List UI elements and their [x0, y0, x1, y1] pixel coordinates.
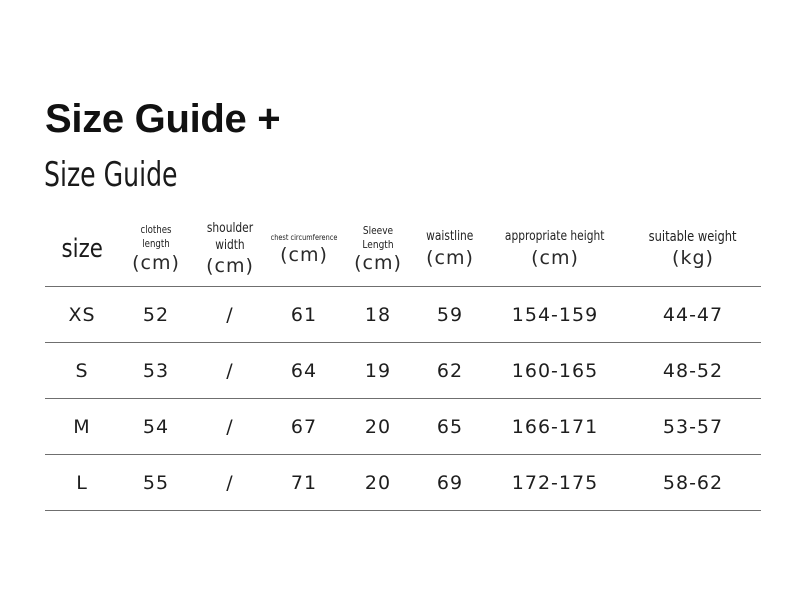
- waistline-cell: 59: [436, 303, 464, 326]
- header-shoulder-width: [193, 212, 267, 286]
- size-cell: S: [75, 359, 89, 382]
- column-name: suitable weight: [649, 228, 737, 245]
- size-cell: M: [73, 415, 91, 438]
- column-name: chest circumference: [270, 232, 338, 242]
- header-clothes-length: [119, 212, 193, 286]
- column-unit: (cm): [354, 252, 402, 275]
- column-unit: (cm): [206, 254, 254, 277]
- height-cell: 154-159: [511, 303, 599, 326]
- chest-cell: 61: [290, 303, 318, 326]
- header-waistline: [415, 212, 485, 286]
- table-row: [45, 399, 761, 455]
- shoulder-width-cell: /: [226, 359, 234, 382]
- size-cell: L: [76, 471, 88, 494]
- sleeve-length-cell: 18: [364, 303, 392, 326]
- waistline-cell: 69: [436, 471, 464, 494]
- waistline-cell: 62: [436, 359, 464, 382]
- column-name: Sleeve Length: [362, 223, 394, 251]
- column-unit: (cm): [280, 243, 328, 266]
- header-size: [45, 212, 119, 286]
- sleeve-length-cell: 19: [364, 359, 392, 382]
- chest-cell: 71: [290, 471, 318, 494]
- height-cell: 166-171: [511, 415, 599, 438]
- height-cell: 160-165: [511, 359, 599, 382]
- column-name: appropriate height: [505, 229, 605, 245]
- waistline-cell: 65: [436, 415, 464, 438]
- table-header-row: [45, 212, 761, 287]
- chest-cell: 64: [290, 359, 318, 382]
- column-unit: (cm): [531, 246, 579, 269]
- clothes-length-cell: 54: [142, 415, 170, 438]
- sleeve-length-cell: 20: [364, 415, 392, 438]
- weight-cell: 44-47: [662, 303, 724, 326]
- clothes-length-cell: 52: [142, 303, 170, 326]
- size-cell: XS: [68, 303, 96, 326]
- table-row: [45, 455, 761, 511]
- size-table: [45, 212, 761, 511]
- shoulder-width-cell: /: [226, 415, 234, 438]
- column-name: clothes length: [140, 224, 172, 250]
- shoulder-width-cell: /: [226, 303, 234, 326]
- column-unit: (cm): [426, 246, 474, 269]
- shoulder-width-cell: /: [226, 471, 234, 494]
- header-suitable-weight: [625, 212, 761, 286]
- table-row: [45, 287, 761, 343]
- header-appropriate-height: [485, 212, 625, 286]
- clothes-length-cell: 53: [142, 359, 170, 382]
- weight-cell: 48-52: [662, 359, 724, 382]
- table-row: [45, 343, 761, 399]
- weight-cell: 53-57: [662, 415, 724, 438]
- column-unit: (kg): [672, 247, 714, 270]
- clothes-length-cell: 55: [142, 471, 170, 494]
- weight-cell: 58-62: [662, 471, 724, 494]
- page-subtitle: Size Guide: [44, 155, 178, 195]
- chest-cell: 67: [290, 415, 318, 438]
- column-name: shoulder width: [206, 221, 254, 253]
- sleeve-length-cell: 20: [364, 471, 392, 494]
- page-title: Size Guide +: [45, 97, 281, 141]
- size-header-label: size: [61, 234, 103, 264]
- column-unit: (cm): [132, 251, 180, 274]
- header-chest-circumference: [267, 212, 341, 286]
- header-sleeve-length: [341, 212, 415, 286]
- column-name: waistline: [426, 229, 474, 245]
- height-cell: 172-175: [511, 471, 599, 494]
